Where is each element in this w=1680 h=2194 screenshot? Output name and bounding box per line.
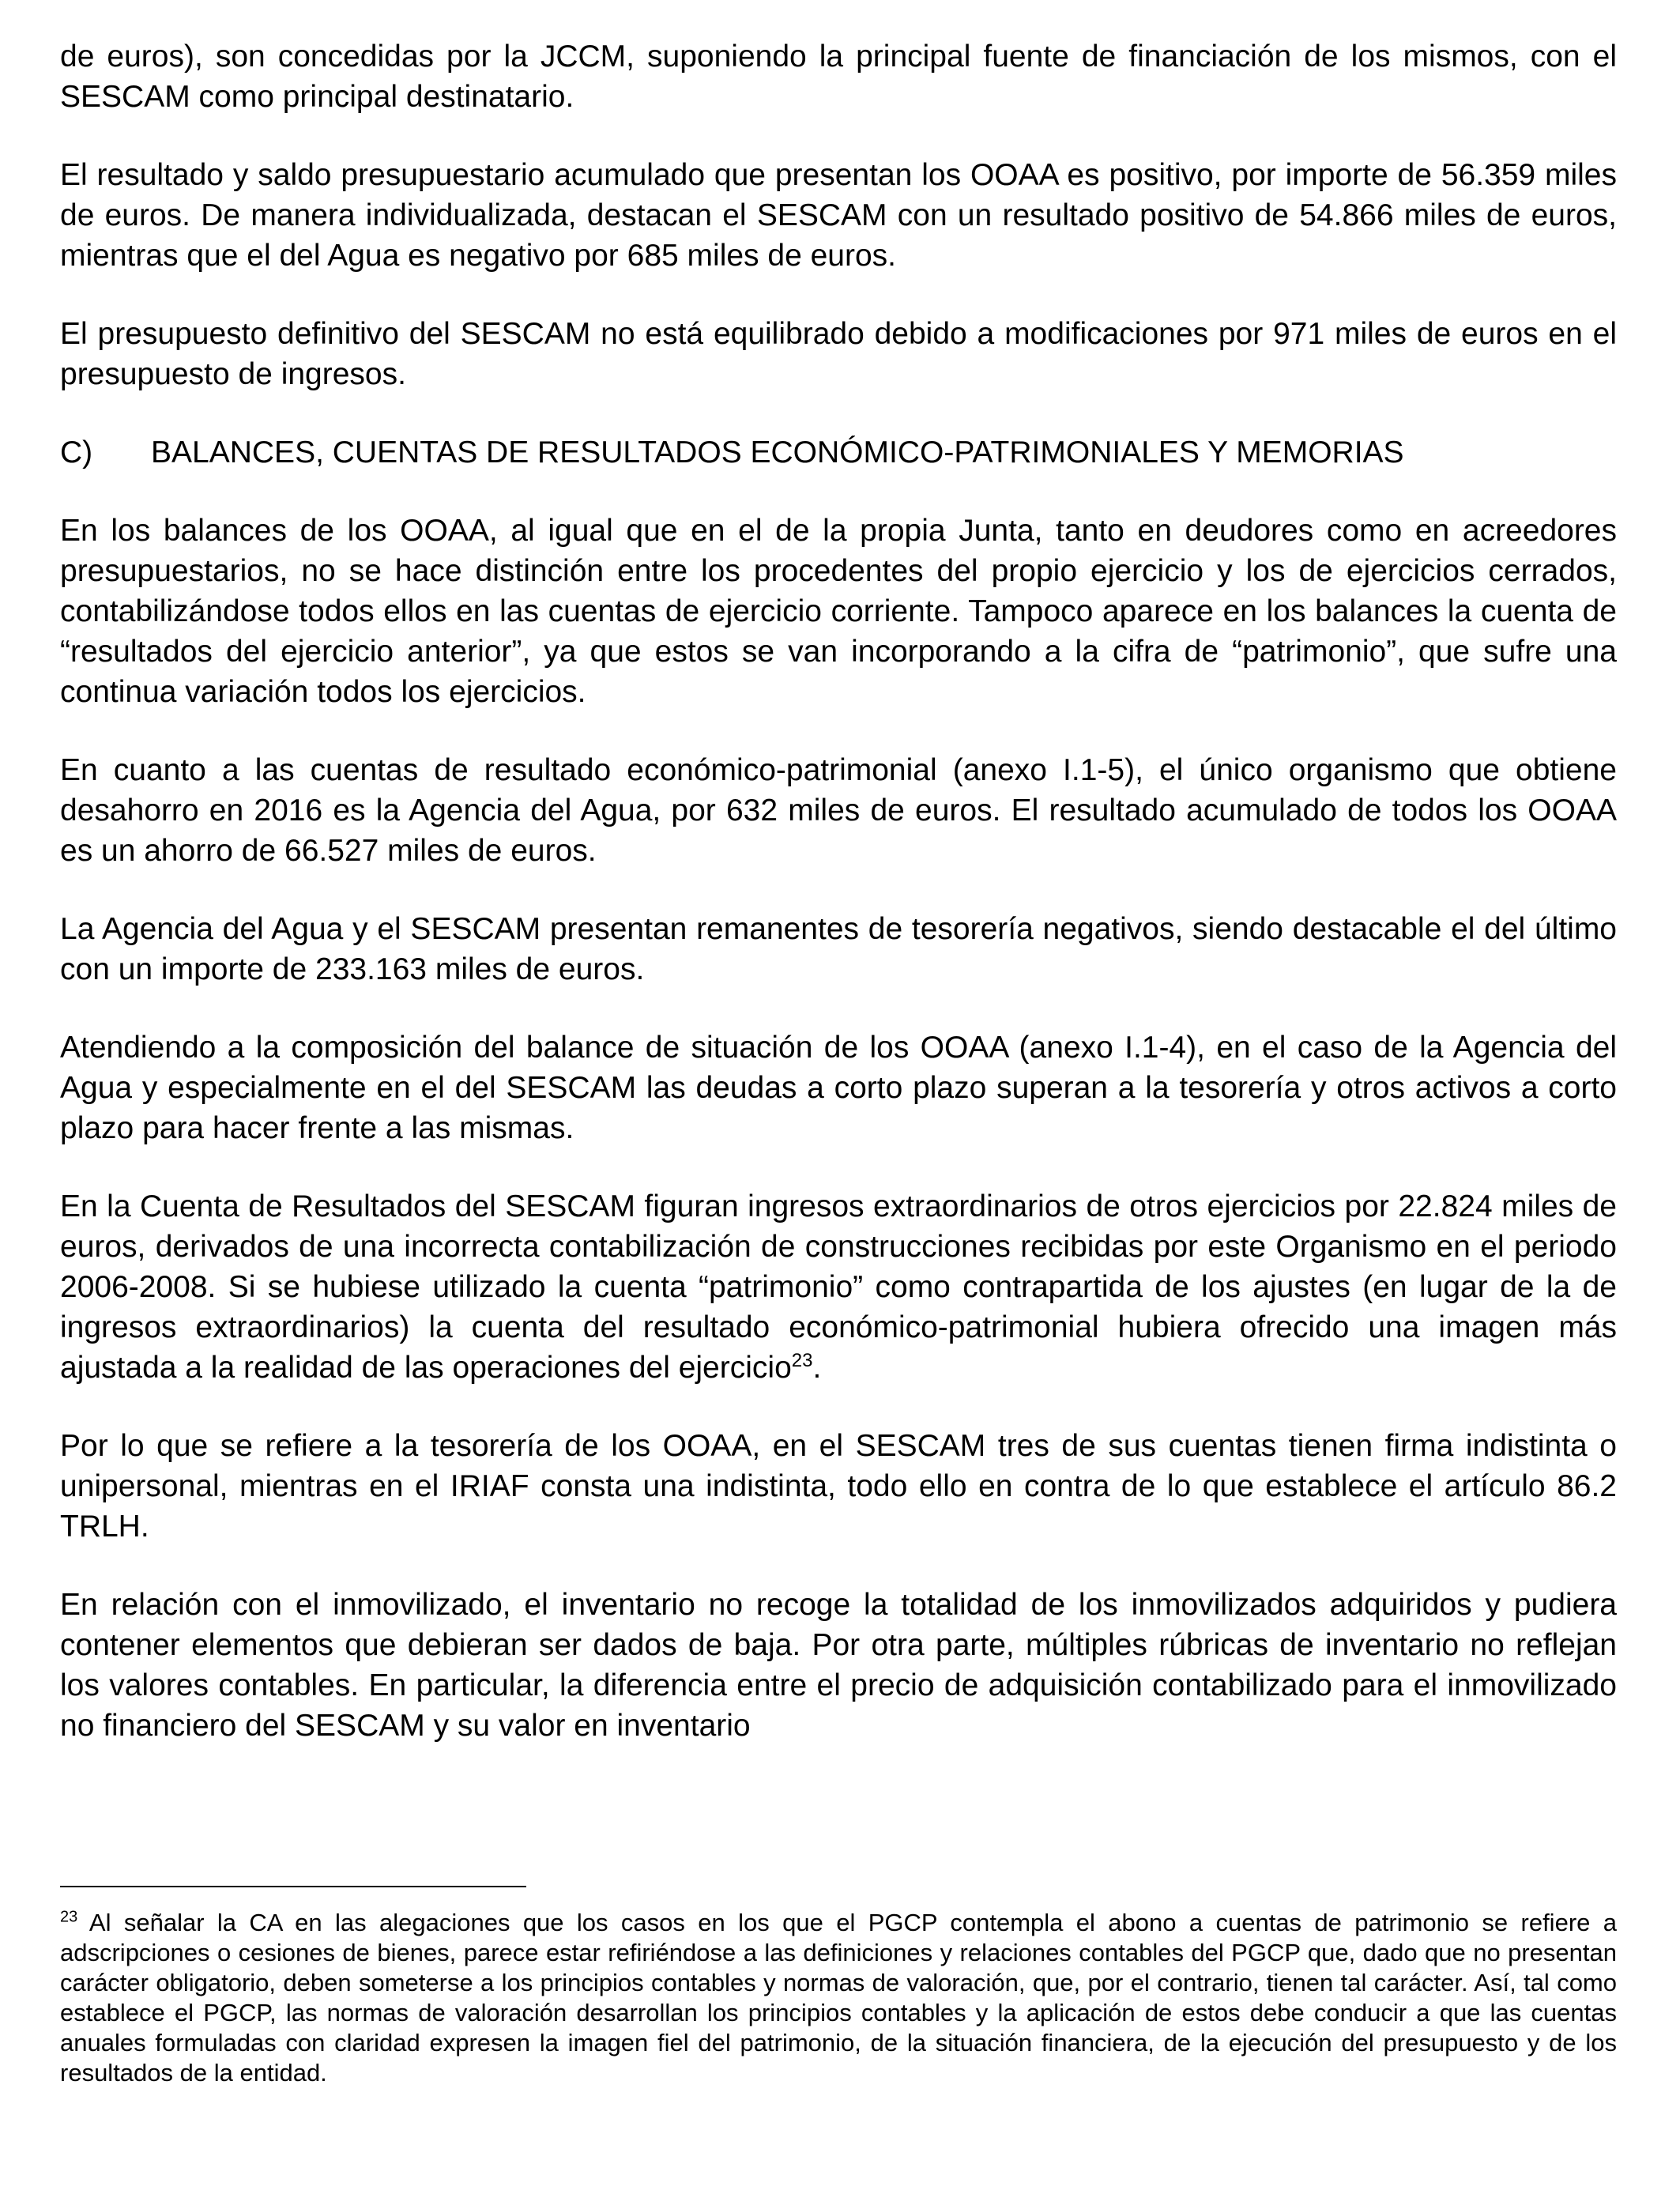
paragraph-sescam-budget: El presupuesto definitivo del SESCAM no está equilibrado debido a modificaciones por 971 miles de euros en el presupuesto de ingresos. (60, 317, 1617, 391)
section-title: BALANCES, CUENTAS DE RESULTADOS ECONÓMICO-PATRIMONIALES Y MEMORIAS (151, 435, 1404, 469)
footnote-text: Al señalar la CA en las alegaciones que los casos en los que el PGCP contempla el abono a cuentas de patrimonio se refiere a adscripciones o cesiones de bienes, parece estar refiriéndose a las definiciones y relaciones contables del PGCP que, dado que no presentan carácter obligatorio, deben someterse a los principios contables y normas de valoración, que, por el contrario, tienen tal carácter. Así, tal como establece el PGCP, las normas de valoración desarrollan los principios contables y la aplicación de estos debe conducir a que las cuentas anuales formuladas con claridad expresen la imagen fiel del patrimonio, de la situación financiera, de la ejecución del presupuesto y de los resultados de la entidad. (60, 1909, 1617, 2087)
paragraph-economic-result: En cuanto a las cuentas de resultado económico-patrimonial (anexo I.1-5), el único organismo que obtiene desahorro en 2016 es la Agencia del Agua, por 632 miles de euros. El resultado acumulado de todos los OOAA es un ahorro de 66.527 miles de euros. (60, 753, 1617, 868)
footnote-reference[interactable]: 23 (791, 1350, 813, 1371)
paragraph-extraordinary-income (60, 1186, 1617, 1388)
paragraph-fixed-assets: En relación con el inmovilizado, el inventario no recoge la totalidad de los inmovilizados adquiridos y pudiera contener elementos que debieran ser dados de baja. Por otra parte, múltiples rúbricas de inventario no reflejan los valores contables. En particular, la diferencia entre el precio de adquisición contabilizado para el inmovilizado no financiero del SESCAM y su valor en inventario (60, 1588, 1617, 1743)
paragraph-budget-result: El resultado y saldo presupuestario acumulado que presentan los OOAA es positivo, por importe de 56.359 miles de euros. De manera individualizada, destacan el SESCAM con un resultado positivo de 54.866 miles de euros, mientras que el del Agua es negativo por 685 miles de euros. (60, 158, 1617, 273)
section-letter: C) (60, 435, 93, 469)
footnote (60, 1908, 1617, 2088)
footnote-number: 23 (60, 1908, 78, 1926)
paragraph-extraordinary-income-text: En la Cuenta de Resultados del SESCAM figuran ingresos extraordinarios de otros ejercicios por 22.824 miles de euros, derivados de una incorrecta contabilización de construcciones recibidas por este Organismo en el periodo 2006-2008. Si se hubiese utilizado la cuenta “patrimonio” como contrapartida de los ajustes (en lugar de la de ingresos extraordinarios) la cuenta del resultado económico-patrimonial hubiera ofrecido una imagen más ajustada a la realidad de las operaciones del ejercicio (60, 1189, 1617, 1385)
document-body (60, 36, 1617, 1784)
footnote-divider (60, 1886, 526, 1887)
paragraph-financing: de euros), son concedidas por la JCCM, suponiendo la principal fuente de financiación de los mismos, con el SESCAM como principal destinatario. (60, 40, 1617, 114)
paragraph-balance-composition: Atendiendo a la composición del balance de situación de los OOAA (anexo I.1-4), en el caso de la Agencia del Agua y especialmente en el del SESCAM las deudas a corto plazo superan a la tesorería y otros activos a corto plazo para hacer frente a las mismas. (60, 1031, 1617, 1145)
paragraph-end-period: . (812, 1351, 822, 1385)
paragraph-treasury-accounts: Por lo que se refiere a la tesorería de los OOAA, en el SESCAM tres de sus cuentas tienen firma indistinta o unipersonal, mientras en el IRIAF consta una indistinta, todo ello en contra de lo que establece el artículo 86.2 TRLH. (60, 1429, 1617, 1544)
paragraph-treasury-remainder: La Agencia del Agua y el SESCAM presentan remanentes de tesorería negativos, siendo destacable el del último con un importe de 233.163 miles de euros. (60, 912, 1617, 986)
section-heading-c (60, 432, 1617, 473)
paragraph-balances: En los balances de los OOAA, al igual que en el de la propia Junta, tanto en deudores como en acreedores presupuestarios, no se hace distinción entre los procedentes del propio ejercicio y los de ejercicios cerrados, contabilizándose todos ellos en las cuentas de ejercicio corriente. Tampoco aparece en los balances la cuenta de “resultados del ejercicio anterior”, ya que estos se van incorporando a la cifra de “patrimonio”, que sufre una continua variación todos los ejercicios. (60, 514, 1617, 709)
